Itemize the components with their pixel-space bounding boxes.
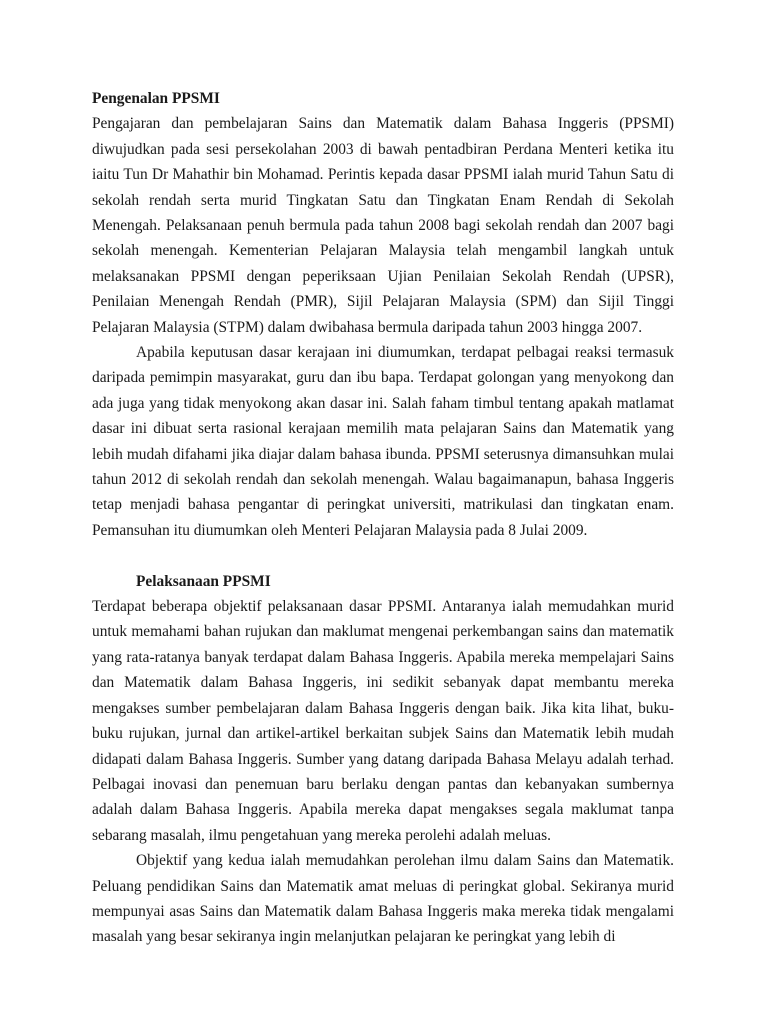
document-page — [92, 86, 674, 950]
section-heading-pengenalan: Pengenalan PPSMI — [92, 90, 220, 107]
paragraph-pengenalan-2: Apabila keputusan dasar kerajaan ini diumumkan, terdapat pelbagai reaksi termasuk daripada pemimpin masyarakat, guru dan ibu bapa. Terdapat golongan yang menyokong dan ada juga yang tidak menyokong akan dasar ini. Salah faham timbul tentang apakah matlamat dasar ini dibuat serta rasional kerajaan memilih mata pelajaran Sains dan Matematik yang lebih mudah difahami jika diajar dalam bahasa ibunda. PPSMI seterusnya dimansuhkan mulai tahun 2012 di sekolah rendah dan sekolah menengah. Walau bagaimanapun, bahasa Inggeris tetap menjadi bahasa pengantar di peringkat universiti, matrikulasi dan tingkatan enam. Pemansuhan itu diumumkan oleh Menteri Pelajaran Malaysia pada 8 Julai 2009. — [92, 344, 674, 539]
paragraph-pengenalan-1: Pengajaran dan pembelajaran Sains dan Matematik dalam Bahasa Inggeris (PPSMI) diwujudkan pada sesi persekolahan 2003 di bawah pentadbiran Perdana Menteri ketika itu iaitu Tun Dr Mahathir bin Mohamad. Perintis kepada dasar PPSMI ialah murid Tahun Satu di sekolah rendah serta murid Tingkatan Satu dan Tingkatan Enam Rendah di Sekolah Menengah. Pelaksanaan penuh bermula pada tahun 2008 bagi sekolah rendah dan 2007 bagi sekolah menengah. Kementerian Pelajaran Malaysia telah mengambil langkah untuk melaksanakan PPSMI dengan peperiksaan Ujian Penilaian Sekolah Rendah (UPSR), Penilaian Menengah Rendah (PMR), Sijil Pelajaran Malaysia (SPM) dan Sijil Tinggi Pelajaran Malaysia (STPM) dalam dwibahasa bermula daripada tahun 2003 hingga 2007. — [92, 115, 674, 336]
paragraph-pelaksanaan-1: Terdapat beberapa objektif pelaksanaan dasar PPSMI. Antaranya ialah memudahkan murid untuk memahami bahan rujukan dan maklumat mengenai perkembangan sains dan matematik yang rata-ratanya banyak terdapat dalam Bahasa Inggeris. Apabila mereka mempelajari Sains dan Matematik dalam Bahasa Inggeris, ini sedikit sebanyak dapat membantu mereka mengakses sumber pembelajaran dalam Bahasa Inggeris dengan baik. Jika kita lihat, buku-buku rujukan, jurnal dan artikel-artikel berkaitan subjek Sains dan Matematik lebih mudah didapati dalam Bahasa Inggeris. Sumber yang datang daripada Bahasa Melayu adalah terhad. Pelbagai inovasi dan penemuan baru berlaku dengan pantas dan kebanyakan sumbernya adalah dalam Bahasa Inggeris. Apabila mereka dapat mengakses segala maklumat tanpa sebarang masalah, ilmu pengetahuan yang mereka perolehi adalah meluas. — [92, 598, 674, 844]
paragraph-pelaksanaan-2: Objektif yang kedua ialah memudahkan perolehan ilmu dalam Sains dan Matematik. Peluang pendidikan Sains dan Matematik amat meluas di peringkat global. Sekiranya murid mempunyai asas Sains dan Matematik dalam Bahasa Inggeris maka mereka tidak mengalami masalah yang besar sekiranya ingin melanjutkan pelajaran ke peringkat yang lebih di — [92, 852, 674, 946]
section-spacer — [92, 543, 674, 568]
section-heading-pelaksanaan: Pelaksanaan PPSMI — [136, 572, 271, 590]
